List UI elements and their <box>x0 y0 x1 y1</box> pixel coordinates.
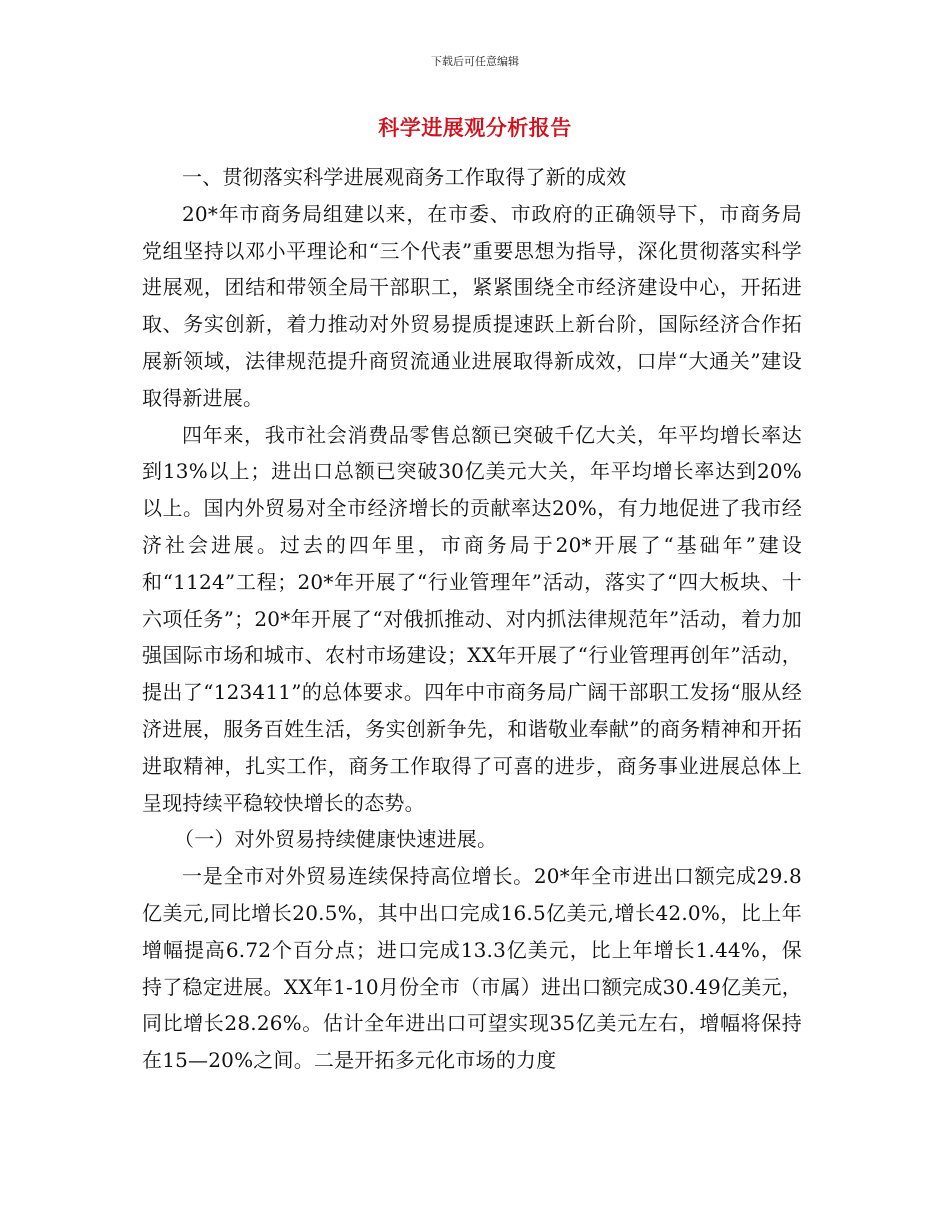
header-note: 下载后可任意编辑 <box>431 55 519 68</box>
paragraph: 一是全市对外贸易连续保持高位增长。20*年全市进出口额完成29.8亿美元,同比增长20.5%，其中出口完成16.5亿美元,增长42.0%，比上年增幅提高6.72个百分点；进口完成13.3亿美元，比上年增长1.44%，保持了稳定进展。XX年1-10月份全市（市属）进出口额完成30.49亿美元，同比增长28.26%。估计全年进出口可望实现35亿美元左右，增幅将保持在15—20%之间。二是开拓多元化市场的力度 <box>142 864 802 1073</box>
document-title: 科学进展观分析报告 <box>378 116 572 140</box>
subsection-heading: （一）对外贸易持续健康快速进展。 <box>174 827 498 852</box>
paragraph: 20*年市商务局组建以来，在市委、市政府的正确领导下，市商务局党组坚持以邓小平理论和“三个代表”重要思想为指导，深化贯彻落实科学进展观，团结和带领全局干部职工，紧紧围绕全市经济建设中心，开拓进取、务实创新，着力推动对外贸易提质提速跃上新台阶，国际经济合作拓展新领域，法律规范提升商贸流通业进展取得新成效，口岸“大通关”建设取得新进展。 <box>142 201 802 410</box>
paragraph: 四年来，我市社会消费品零售总额已突破千亿大关，年平均增长率达到13%以上；进出口总额已突破30亿美元大关，年平均增长率达到20%以上。国内外贸易对全市经济增长的贡献率达20%，有力地促进了我市经济社会进展。过去的四年里，市商务局于20*开展了“基础年”建设和“1124”工程；20*年开展了“行业管理年”活动，落实了“四大板块、十六项任务”；20*年开展了“对俄抓推动、对内抓法律规范年”活动，着力加强国际市场和城市、农村市场建设；XX年开展了“行业管理再创年”活动，提出了“123411”的总体要求。四年中市商务局广阔干部职工发扬“服从经济进展，服务百姓生活，务实创新争先，和谐敬业奉献”的商务精神和开拓进取精神，扎实工作，商务工作取得了可喜的进步，商务事业进展总体上呈现持续平稳较快增长的态势。 <box>142 422 802 815</box>
document-body <box>142 159 802 1079</box>
section-heading: 一、贯彻落实科学进展观商务工作取得了新的成效 <box>182 165 627 189</box>
